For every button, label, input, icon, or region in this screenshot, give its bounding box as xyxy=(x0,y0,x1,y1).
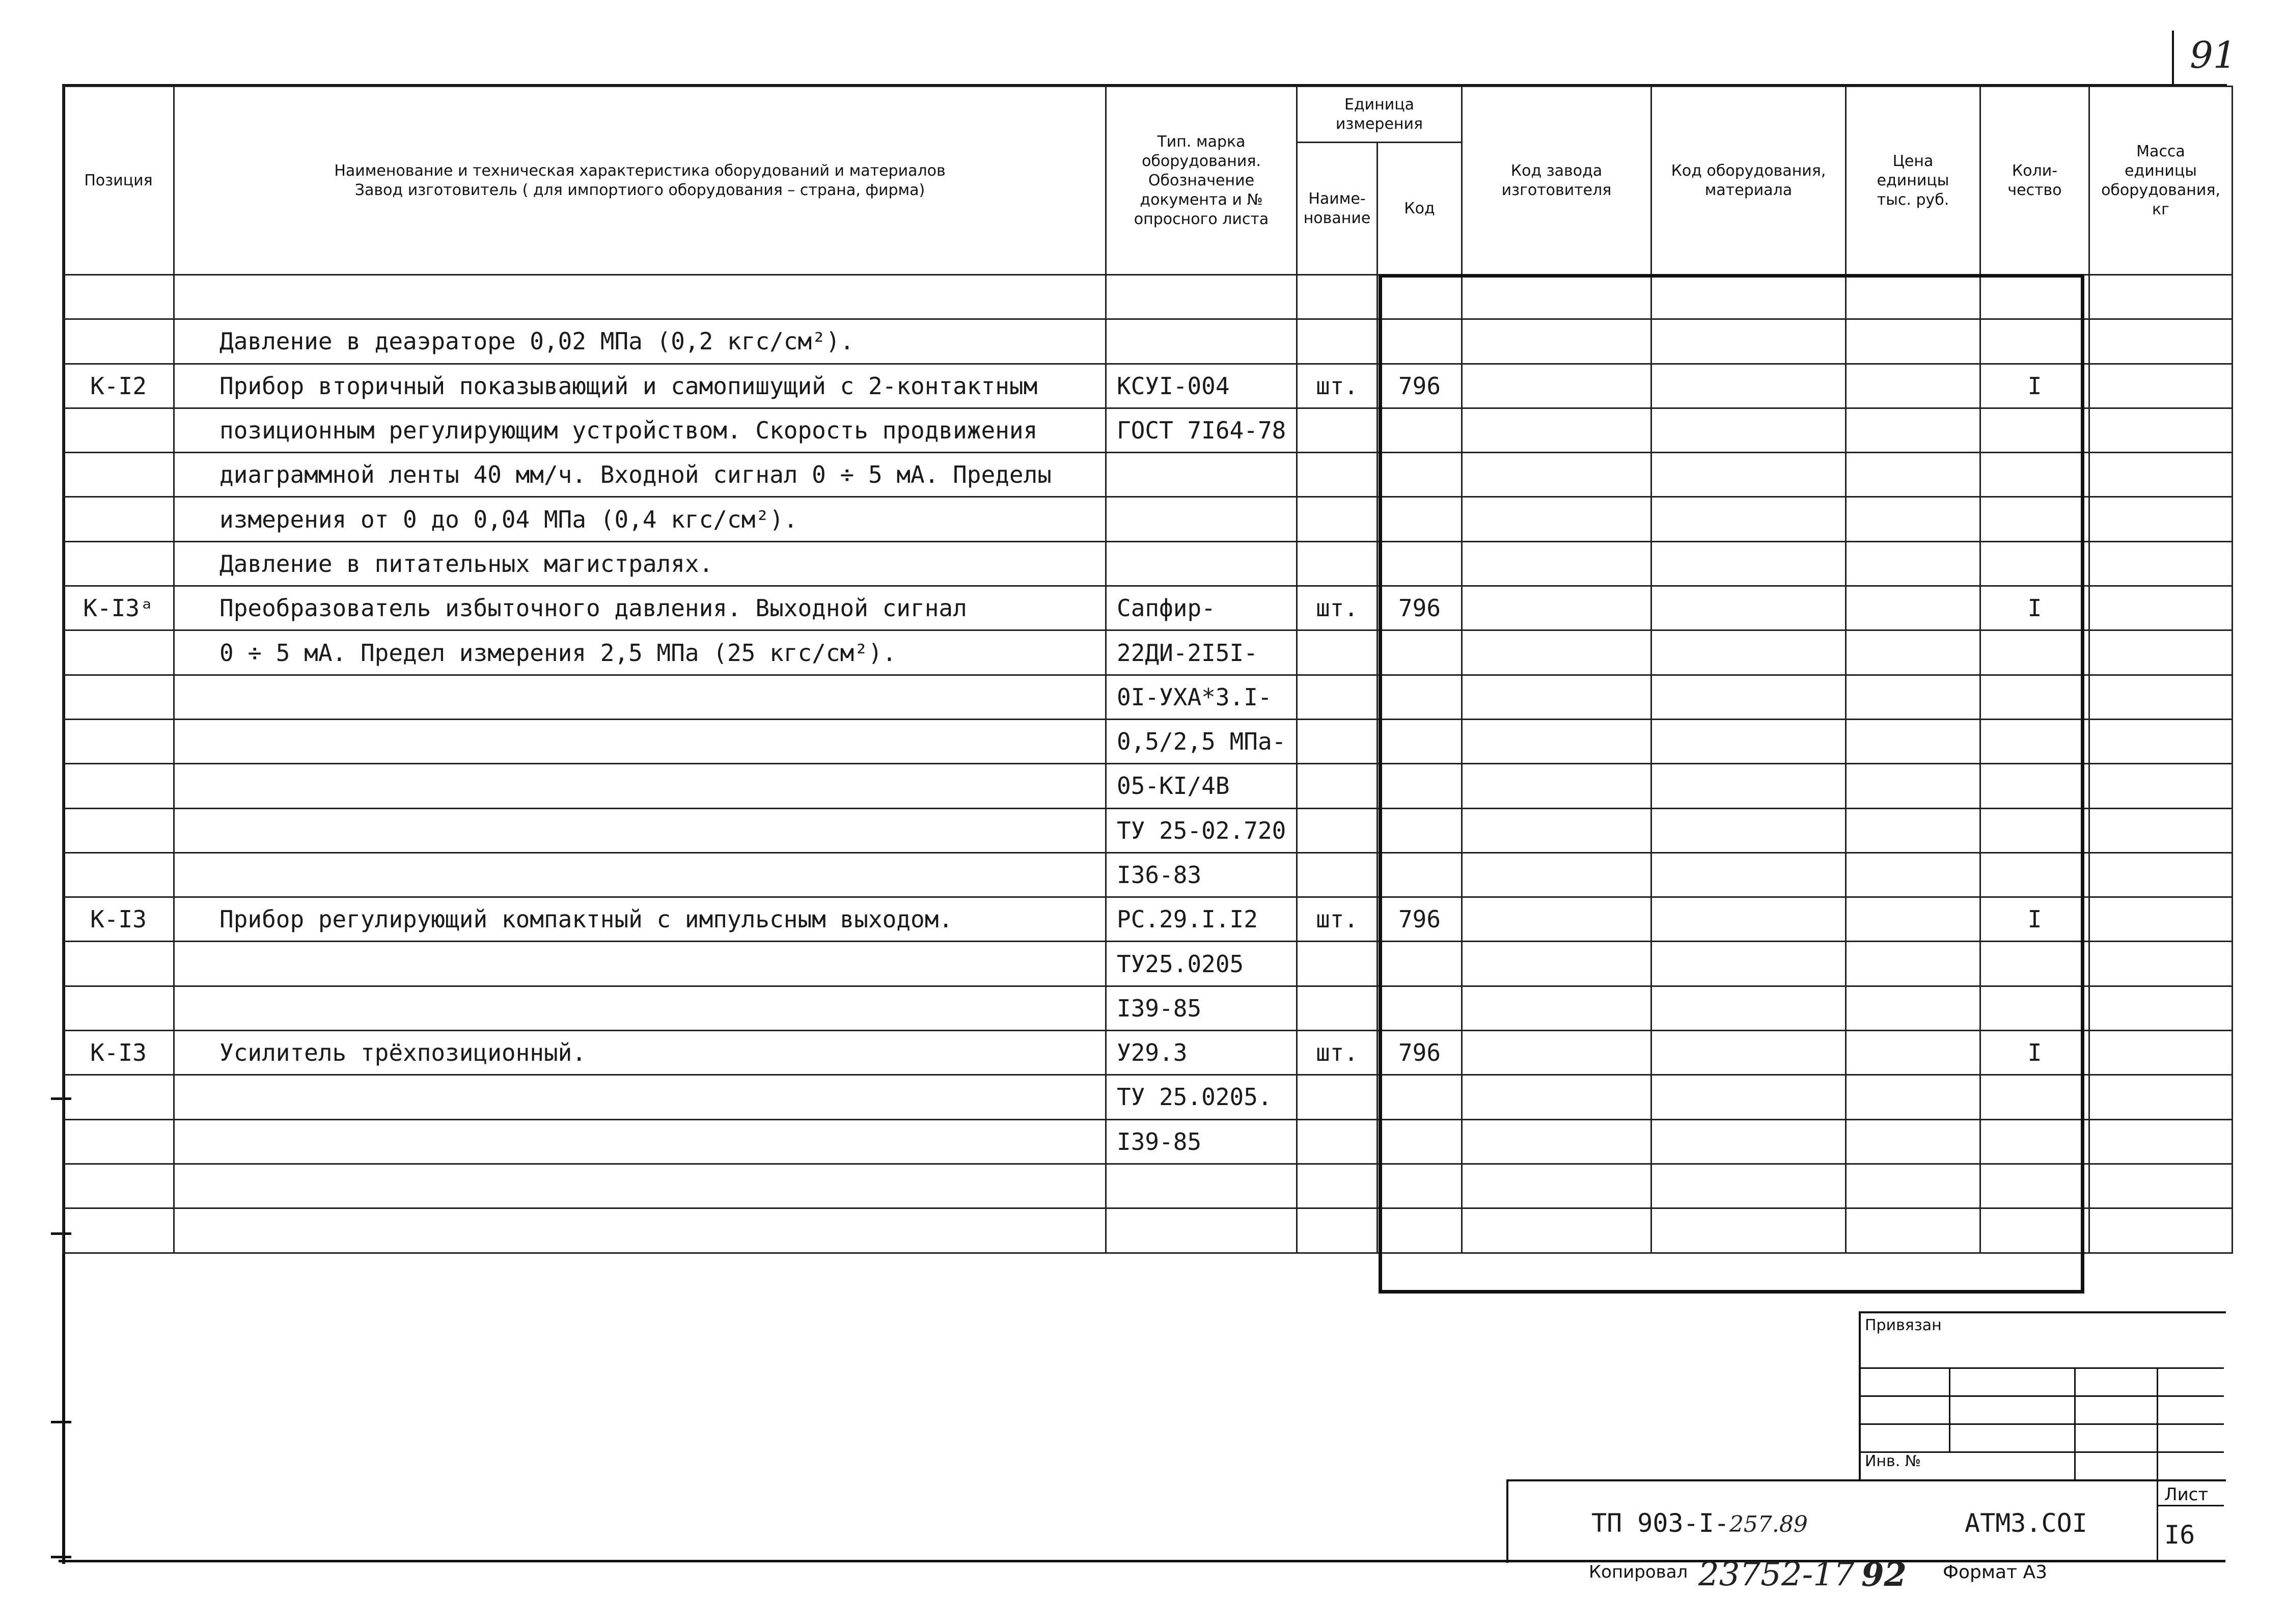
cell-factory-code xyxy=(1462,942,1651,986)
cell-unit-name xyxy=(1297,408,1378,452)
table-row xyxy=(63,1208,2233,1253)
stamp-grid-line xyxy=(1859,1395,2224,1397)
cell-factory-code xyxy=(1462,1075,1651,1119)
cell-price xyxy=(1846,364,1980,408)
cell-factory-code xyxy=(1462,852,1651,897)
cell-price xyxy=(1846,897,1980,942)
header-unit-name: Наиме- нование xyxy=(1297,143,1378,275)
cell-unit-name xyxy=(1297,319,1378,364)
header-type-doc: Тип. марка оборудования. Обозначение документа и № опросного листа xyxy=(1106,87,1297,275)
stamp-grid-line xyxy=(2157,1479,2158,1561)
cell-unit-code: 796 xyxy=(1378,897,1462,942)
cell-unit-name xyxy=(1297,453,1378,497)
cell-equipment-code xyxy=(1651,1208,1846,1253)
cell-mass xyxy=(2089,275,2233,319)
cell-unit-name xyxy=(1297,1119,1378,1164)
stamp-grid-line xyxy=(2074,1367,2076,1479)
cell-name xyxy=(174,852,1106,897)
table-row xyxy=(63,1119,2233,1164)
header-price: Цена единицы тыс. руб. xyxy=(1846,87,1980,275)
cell-equipment-code xyxy=(1651,986,1846,1030)
cell-type-doc: ТУ 25-02.720 xyxy=(1106,808,1297,852)
cell-mass xyxy=(2089,586,2233,630)
cell-quantity xyxy=(1980,942,2089,986)
table-row xyxy=(63,541,2233,586)
cell-position: К-I2 xyxy=(63,364,174,408)
cell-unit-code xyxy=(1378,319,1462,364)
cell-name xyxy=(174,808,1106,852)
cell-price xyxy=(1846,586,1980,630)
cell-name xyxy=(174,764,1106,808)
cell-unit-code: 796 xyxy=(1378,1031,1462,1075)
cell-position xyxy=(63,1119,174,1164)
table-row xyxy=(63,364,2233,408)
table-row xyxy=(63,764,2233,808)
cell-equipment-code xyxy=(1651,275,1846,319)
table-row xyxy=(63,719,2233,763)
cell-position xyxy=(63,1075,174,1119)
cell-factory-code xyxy=(1462,630,1651,675)
header-position: Позиция xyxy=(63,87,174,275)
cell-price xyxy=(1846,630,1980,675)
cell-factory-code xyxy=(1462,319,1651,364)
cell-name xyxy=(174,275,1106,319)
stamp-designation: АТМЗ.СОI xyxy=(1965,1508,2087,1538)
cell-mass xyxy=(2089,852,2233,897)
cell-unit-code xyxy=(1378,852,1462,897)
cell-equipment-code xyxy=(1651,1031,1846,1075)
cell-position xyxy=(63,630,174,675)
header-equipment-code: Код оборудования, материала xyxy=(1651,87,1846,275)
cell-unit-code: 796 xyxy=(1378,586,1462,630)
cell-position xyxy=(63,275,174,319)
cell-price xyxy=(1846,1075,1980,1119)
cell-unit-name: шт. xyxy=(1297,586,1378,630)
cell-price xyxy=(1846,497,1980,541)
stamp-grid-line xyxy=(2157,1505,2224,1506)
table-row xyxy=(63,1164,2233,1208)
cell-equipment-code xyxy=(1651,1164,1846,1208)
table-row xyxy=(63,808,2233,852)
cell-unit-name xyxy=(1297,675,1378,719)
cell-type-doc: I39-85 xyxy=(1106,1119,1297,1164)
cell-factory-code xyxy=(1462,453,1651,497)
cell-quantity xyxy=(1980,1075,2089,1119)
cell-factory-code xyxy=(1462,364,1651,408)
cell-name xyxy=(174,675,1106,719)
table-row xyxy=(63,675,2233,719)
stamp-sheet-label: Лист xyxy=(2164,1484,2209,1505)
cell-name: Прибор регулирующий компактный с импульсным выходом. xyxy=(174,897,1106,942)
cell-mass xyxy=(2089,719,2233,763)
cell-unit-name xyxy=(1297,1208,1378,1253)
header-mass: Масса единицы оборудования, кг xyxy=(2089,87,2233,275)
cell-mass xyxy=(2089,1119,2233,1164)
cell-price xyxy=(1846,986,1980,1030)
cell-equipment-code xyxy=(1651,897,1846,942)
cell-mass xyxy=(2089,364,2233,408)
stamp-document-code-printed: ТП 903-I- xyxy=(1591,1508,1729,1538)
cell-unit-code xyxy=(1378,1075,1462,1119)
cell-quantity: I xyxy=(1980,364,2089,408)
cell-unit-name: шт. xyxy=(1297,1031,1378,1075)
cell-unit-name xyxy=(1297,541,1378,586)
cell-mass xyxy=(2089,942,2233,986)
cell-unit-name xyxy=(1297,942,1378,986)
cell-type-doc: 0,5/2,5 МПа- xyxy=(1106,719,1297,763)
cell-mass xyxy=(2089,408,2233,452)
cell-quantity xyxy=(1980,1164,2089,1208)
cell-quantity xyxy=(1980,764,2089,808)
cell-unit-code xyxy=(1378,1119,1462,1164)
table-row xyxy=(63,1075,2233,1119)
stamp-grid-line xyxy=(1949,1367,1950,1451)
cell-name xyxy=(174,942,1106,986)
cell-position xyxy=(63,942,174,986)
table-row xyxy=(63,497,2233,541)
cell-name: измерения от 0 до 0,04 МПа (0,4 кгс/см²). xyxy=(174,497,1106,541)
cell-factory-code xyxy=(1462,1164,1651,1208)
cell-name xyxy=(174,1119,1106,1164)
cell-factory-code xyxy=(1462,497,1651,541)
cell-equipment-code xyxy=(1651,541,1846,586)
cell-equipment-code xyxy=(1651,364,1846,408)
cell-position xyxy=(63,764,174,808)
header-unit-group: Единица измерения xyxy=(1297,87,1462,143)
cell-name: Давление в деаэраторе 0,02 МПа (0,2 кгс/см²). xyxy=(174,319,1106,364)
table-row xyxy=(63,630,2233,675)
cell-name xyxy=(174,719,1106,763)
cell-type-doc xyxy=(1106,541,1297,586)
cell-factory-code xyxy=(1462,675,1651,719)
cell-equipment-code xyxy=(1651,408,1846,452)
cell-factory-code xyxy=(1462,275,1651,319)
cell-quantity xyxy=(1980,1208,2089,1253)
cell-factory-code xyxy=(1462,1119,1651,1164)
footer-copied-label: Копировал xyxy=(1589,1562,1688,1582)
cell-quantity xyxy=(1980,408,2089,452)
cell-name xyxy=(174,1075,1106,1119)
cell-unit-name: шт. xyxy=(1297,364,1378,408)
cell-quantity xyxy=(1980,541,2089,586)
margin-tick xyxy=(51,1556,71,1558)
stamp-inv-label: Инв. № xyxy=(1865,1452,1921,1470)
cell-unit-code xyxy=(1378,408,1462,452)
stamp-grid-line xyxy=(1859,1367,2224,1369)
cell-unit-name xyxy=(1297,808,1378,852)
specification-table xyxy=(62,86,2233,1254)
cell-equipment-code xyxy=(1651,764,1846,808)
stamp-document-code xyxy=(1591,1508,1808,1538)
cell-factory-code xyxy=(1462,1031,1651,1075)
cell-mass xyxy=(2089,764,2233,808)
cell-type-doc: КСУI-004 xyxy=(1106,364,1297,408)
cell-unit-code xyxy=(1378,942,1462,986)
stamp-sheet-number: I6 xyxy=(2164,1520,2195,1550)
table-row xyxy=(63,408,2233,452)
cell-mass xyxy=(2089,1075,2233,1119)
header-quantity: Коли- чество xyxy=(1980,87,2089,275)
table-row xyxy=(63,986,2233,1030)
stamp-grid-line xyxy=(2157,1367,2158,1479)
cell-quantity xyxy=(1980,453,2089,497)
cell-factory-code xyxy=(1462,586,1651,630)
cell-quantity xyxy=(1980,808,2089,852)
cell-unit-code xyxy=(1378,541,1462,586)
cell-unit-name xyxy=(1297,275,1378,319)
table-row xyxy=(63,1031,2233,1075)
cell-price xyxy=(1846,808,1980,852)
table-row xyxy=(63,453,2233,497)
footer-copied-handwritten-2: 92 xyxy=(1861,1556,1907,1594)
cell-position xyxy=(63,719,174,763)
cell-unit-name xyxy=(1297,852,1378,897)
table-body xyxy=(63,275,2233,1253)
cell-type-doc xyxy=(1106,1208,1297,1253)
cell-price xyxy=(1846,1164,1980,1208)
cell-mass xyxy=(2089,808,2233,852)
table-row xyxy=(63,275,2233,319)
cell-quantity: I xyxy=(1980,1031,2089,1075)
cell-position xyxy=(63,808,174,852)
cell-equipment-code xyxy=(1651,497,1846,541)
cell-type-doc: 05-КI/4В xyxy=(1106,764,1297,808)
cell-name: Преобразователь избыточного давления. Выходной сигнал xyxy=(174,586,1106,630)
header-name: Наименование и техническая характеристика оборудований и материалов Завод изготовитель ( для импортиого оборудования – страна, фирма) xyxy=(174,87,1106,275)
cell-equipment-code xyxy=(1651,719,1846,763)
cell-mass xyxy=(2089,541,2233,586)
header-factory-code: Код завода изготовителя xyxy=(1462,87,1651,275)
cell-unit-code xyxy=(1378,453,1462,497)
cell-quantity xyxy=(1980,1119,2089,1164)
cell-type-doc xyxy=(1106,453,1297,497)
cell-quantity xyxy=(1980,497,2089,541)
cell-type-doc xyxy=(1106,319,1297,364)
cell-price xyxy=(1846,453,1980,497)
cell-position xyxy=(63,453,174,497)
cell-mass xyxy=(2089,453,2233,497)
cell-unit-name xyxy=(1297,497,1378,541)
cell-position xyxy=(63,986,174,1030)
cell-unit-code xyxy=(1378,986,1462,1030)
cell-price xyxy=(1846,408,1980,452)
cell-type-doc: У29.3 xyxy=(1106,1031,1297,1075)
cell-position xyxy=(63,319,174,364)
cell-equipment-code xyxy=(1651,1119,1846,1164)
cell-mass xyxy=(2089,630,2233,675)
cell-unit-name xyxy=(1297,630,1378,675)
cell-factory-code xyxy=(1462,986,1651,1030)
cell-type-doc: ГОСТ 7I64-78 xyxy=(1106,408,1297,452)
cell-price xyxy=(1846,1208,1980,1253)
cell-position xyxy=(63,1164,174,1208)
cell-mass xyxy=(2089,675,2233,719)
table-row xyxy=(63,897,2233,942)
cell-position xyxy=(63,541,174,586)
cell-position xyxy=(63,1208,174,1253)
stamp-privyazan-label: Привязан xyxy=(1865,1316,1942,1334)
stamp-document-code-handwritten: 257.89 xyxy=(1729,1511,1808,1537)
footer-copied-handwritten: 23752-17 xyxy=(1698,1556,1855,1593)
cell-factory-code xyxy=(1462,719,1651,763)
cell-factory-code xyxy=(1462,541,1651,586)
cell-position: К-I3 xyxy=(63,1031,174,1075)
cell-price xyxy=(1846,942,1980,986)
cell-mass xyxy=(2089,497,2233,541)
cell-name: позиционным регулирующим устройством. Скорость продвижения xyxy=(174,408,1106,452)
cell-mass xyxy=(2089,1031,2233,1075)
cell-quantity xyxy=(1980,986,2089,1030)
cell-type-doc: РС.29.I.I2 xyxy=(1106,897,1297,942)
cell-unit-name xyxy=(1297,764,1378,808)
table-row xyxy=(63,586,2233,630)
cell-quantity xyxy=(1980,675,2089,719)
cell-price xyxy=(1846,719,1980,763)
cell-mass xyxy=(2089,897,2233,942)
cell-type-doc: 0I-УХА*3.I- xyxy=(1106,675,1297,719)
cell-name: диаграммной ленты 40 мм/ч. Входной сигнал 0 ÷ 5 мА. Пределы xyxy=(174,453,1106,497)
cell-price xyxy=(1846,275,1980,319)
cell-price xyxy=(1846,764,1980,808)
cell-position: К-I3ᵃ xyxy=(63,586,174,630)
cell-equipment-code xyxy=(1651,586,1846,630)
cell-position xyxy=(63,408,174,452)
cell-type-doc: Сапфир- xyxy=(1106,586,1297,630)
cell-price xyxy=(1846,675,1980,719)
cell-equipment-code xyxy=(1651,1075,1846,1119)
page-number-corner xyxy=(2172,31,2174,87)
cell-type-doc xyxy=(1106,497,1297,541)
cell-quantity: I xyxy=(1980,897,2089,942)
cell-equipment-code xyxy=(1651,453,1846,497)
cell-factory-code xyxy=(1462,764,1651,808)
cell-position xyxy=(63,497,174,541)
cell-type-doc: I36-83 xyxy=(1106,852,1297,897)
cell-factory-code xyxy=(1462,408,1651,452)
cell-mass xyxy=(2089,319,2233,364)
cell-position xyxy=(63,852,174,897)
cell-unit-name: шт. xyxy=(1297,897,1378,942)
cell-unit-code xyxy=(1378,1208,1462,1253)
cell-price xyxy=(1846,852,1980,897)
cell-unit-name xyxy=(1297,986,1378,1030)
cell-quantity: I xyxy=(1980,586,2089,630)
stamp-grid-line xyxy=(1859,1423,2224,1425)
cell-quantity xyxy=(1980,852,2089,897)
table-row xyxy=(63,852,2233,897)
cell-name: Давление в питательных магистралях. xyxy=(174,541,1106,586)
cell-price xyxy=(1846,541,1980,586)
cell-unit-code xyxy=(1378,764,1462,808)
cell-name: Прибор вторичный показывающий и самопишущий с 2-контактным xyxy=(174,364,1106,408)
cell-quantity xyxy=(1980,275,2089,319)
cell-mass xyxy=(2089,986,2233,1030)
margin-tick xyxy=(51,1421,71,1423)
cell-type-doc: I39-85 xyxy=(1106,986,1297,1030)
cell-name: 0 ÷ 5 мА. Предел измерения 2,5 МПа (25 кгс/см²). xyxy=(174,630,1106,675)
cell-factory-code xyxy=(1462,897,1651,942)
cell-quantity xyxy=(1980,630,2089,675)
cell-type-doc: ТУ25.0205 xyxy=(1106,942,1297,986)
cell-price xyxy=(1846,319,1980,364)
cell-equipment-code xyxy=(1651,319,1846,364)
cell-equipment-code xyxy=(1651,675,1846,719)
cell-unit-code: 796 xyxy=(1378,364,1462,408)
cell-unit-code xyxy=(1378,675,1462,719)
header-unit-code: Код xyxy=(1378,143,1462,275)
cell-type-doc xyxy=(1106,1164,1297,1208)
cell-equipment-code xyxy=(1651,808,1846,852)
cell-type-doc xyxy=(1106,275,1297,319)
cell-name xyxy=(174,986,1106,1030)
cell-unit-code xyxy=(1378,630,1462,675)
cell-position xyxy=(63,675,174,719)
cell-price xyxy=(1846,1119,1980,1164)
cell-unit-code xyxy=(1378,497,1462,541)
cell-position: К-I3 xyxy=(63,897,174,942)
cell-price xyxy=(1846,1031,1980,1075)
cell-unit-name xyxy=(1297,1075,1378,1119)
cell-factory-code xyxy=(1462,808,1651,852)
cell-name: Усилитель трёхпозиционный. xyxy=(174,1031,1106,1075)
cell-unit-name xyxy=(1297,1164,1378,1208)
cell-quantity xyxy=(1980,719,2089,763)
cell-mass xyxy=(2089,1208,2233,1253)
page-number: 91 xyxy=(2190,34,2237,76)
table-row xyxy=(63,319,2233,364)
cell-type-doc: ТУ 25.0205. xyxy=(1106,1075,1297,1119)
cell-name xyxy=(174,1208,1106,1253)
cell-equipment-code xyxy=(1651,852,1846,897)
cell-name xyxy=(174,1164,1106,1208)
footer-format: Формат А3 xyxy=(1943,1562,2048,1583)
cell-unit-code xyxy=(1378,808,1462,852)
table-row xyxy=(63,942,2233,986)
cell-mass xyxy=(2089,1164,2233,1208)
cell-factory-code xyxy=(1462,1208,1651,1253)
cell-equipment-code xyxy=(1651,630,1846,675)
cell-unit-code xyxy=(1378,275,1462,319)
cell-unit-name xyxy=(1297,719,1378,763)
cell-equipment-code xyxy=(1651,942,1846,986)
cell-quantity xyxy=(1980,319,2089,364)
cell-unit-code xyxy=(1378,719,1462,763)
cell-unit-code xyxy=(1378,1164,1462,1208)
cell-type-doc: 22ДИ-2I5I- xyxy=(1106,630,1297,675)
